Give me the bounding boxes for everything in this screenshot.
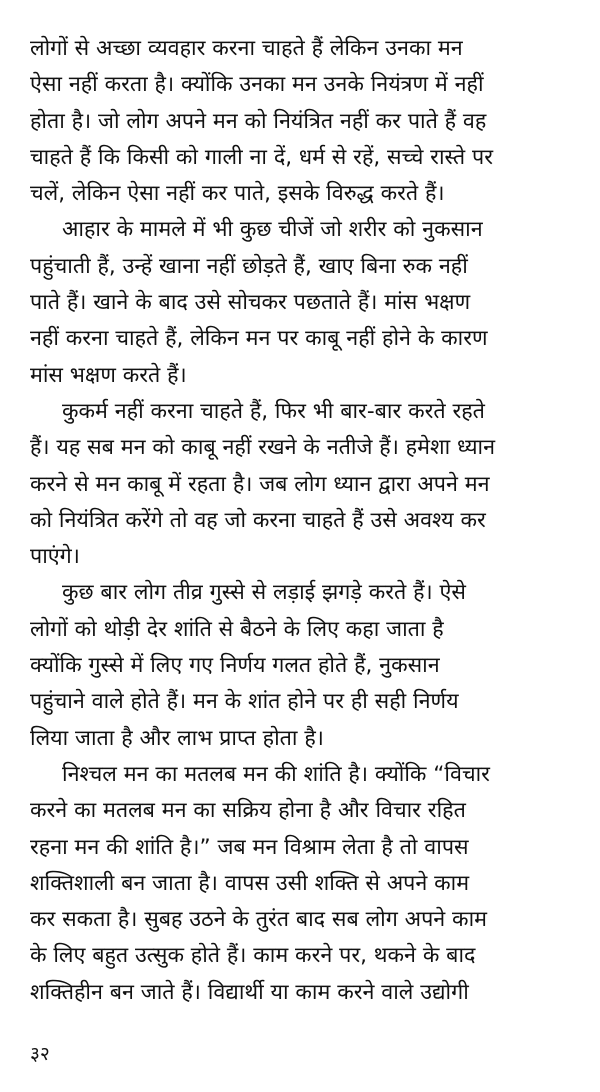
text-line: चाहते हैं कि किसी को गाली ना दें, धर्म से रहें, सच्चे रास्ते पर (30, 144, 494, 170)
paragraph-first-line: निश्चल मन का मतलब मन की शांति है। क्योंकि “विचार (62, 761, 490, 787)
text-line: शक्तिशाली बन जाता है। वापस उसी शक्ति से अपने काम (30, 870, 470, 896)
paragraph-first-line: आहार के मामले में भी कुछ चीजें जो शरीर को नुकसान (62, 217, 483, 243)
text-line: पाते हैं। खाने के बाद उसे सोचकर पछताते हैं। मांस भक्षण (30, 290, 471, 316)
text-line: कर सकता है। सुबह उठने के तुरंत बाद सब लोग अपने काम (30, 907, 487, 933)
text-line: नहीं करना चाहते हैं, लेकिन मन पर काबू नहीं होने के कारण (30, 326, 488, 352)
page-number: ३२ (30, 1043, 50, 1065)
text-line: पहुंचाने वाले होते हैं। मन के शांत होने पर ही सही निर्णय (30, 689, 459, 715)
text-line: पहुंचाती हैं, उन्हें खाना नहीं छोड़ते हैं, खाए बिना रुक नहीं (30, 253, 468, 279)
text-line: करने का मतलब मन का सक्रिय होना है और विचार रहित (30, 798, 466, 824)
text-line: मांस भक्षण करते हैं। (30, 362, 187, 388)
text-line: क्योंकि गुस्से में लिए गए निर्णय गलत होते हैं, नुकसान (30, 653, 440, 679)
text-line: ऐसा नहीं करता है। क्योंकि उनका मन उनके नियंत्रण में नहीं (30, 72, 484, 98)
text-line: हैं। यह सब मन को काबू नहीं रखने के नतीजे हैं। हमेशा ध्यान (30, 435, 496, 461)
text-line: रहना मन की शांति है।” जब मन विश्राम लेता है तो वापस (30, 834, 469, 860)
text-line: लिया जाता है और लाभ प्राप्त होता है। (30, 725, 324, 751)
text-line: लोगों से अच्छा व्यवहार करना चाहते हैं लेकिन उनका मन (30, 36, 463, 61)
paragraph-first-line: कुकर्म नहीं करना चाहते हैं, फिर भी बार-बार करते रहते (62, 398, 485, 424)
text-line: करने से मन काबू में रहता है। जब लोग ध्यान द्वारा अपने मन (30, 471, 490, 497)
text-line: को नियंत्रित करेंगे तो वह जो करना चाहते हैं उसे अवश्य कर (30, 507, 486, 533)
text-line: पाएंगे। (30, 544, 80, 570)
text-line: होता है। जो लोग अपने मन को नियंत्रित नहीं कर पाते हैं वह (30, 108, 487, 134)
text-line: चलें, लेकिन ऐसा नहीं कर पाते, इसके विरुद्ध करते हैं। (30, 181, 445, 207)
paragraph-first-line: कुछ बार लोग तीव्र गुस्से से लड़ाई झगड़े करते हैं। ऐसे (62, 580, 466, 606)
body-text (30, 31, 582, 1011)
text-line: के लिए बहुत उत्सुक होते हैं। काम करने पर, थकने के बाद (30, 943, 476, 969)
text-line: शक्तिहीन बन जाते हैं। विद्यार्थी या काम करने वाले उद्योगी (30, 979, 469, 1005)
text-line: लोगों को थोड़ी देर शांति से बैठने के लिए कहा जाता है (30, 616, 444, 642)
